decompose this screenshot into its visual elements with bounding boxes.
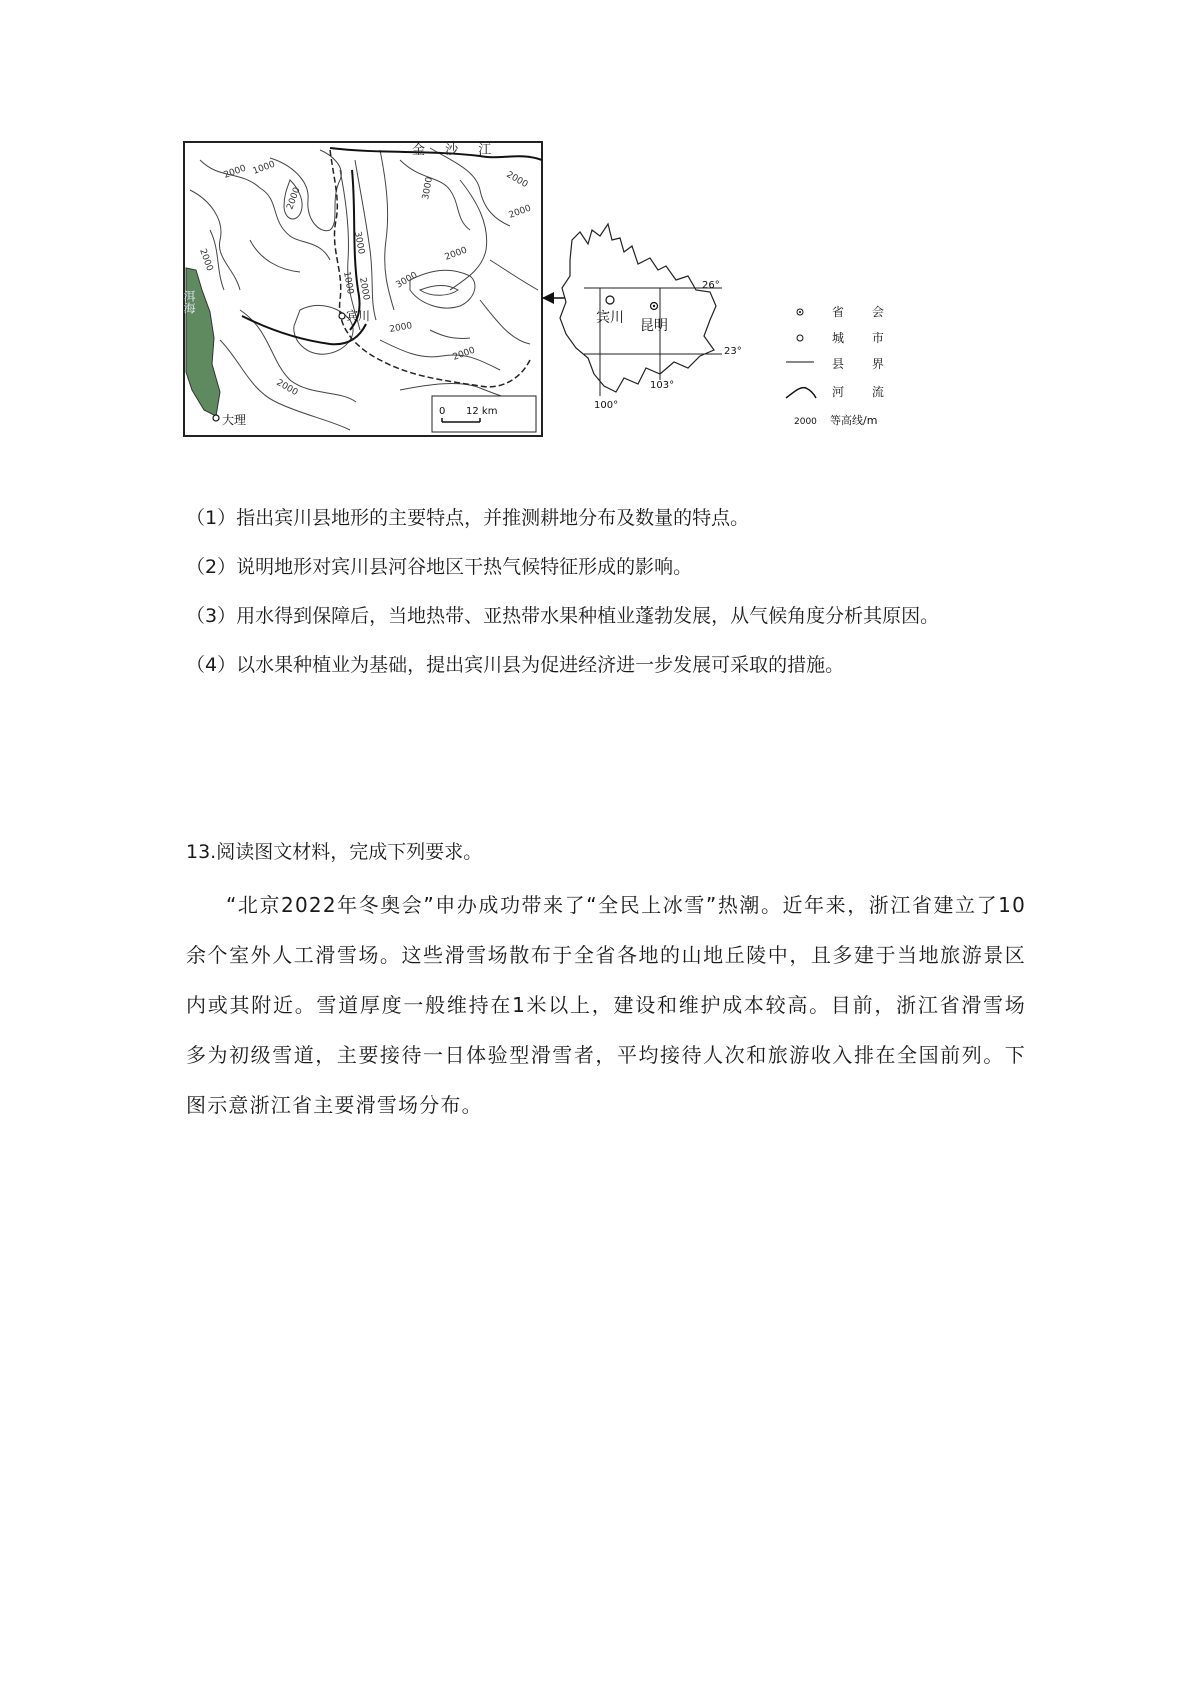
contour-label: 2000 [357, 276, 371, 302]
legend-capital: 省 会 [832, 305, 896, 319]
legend-contour: 等高线/m [830, 414, 878, 427]
contour-label: 3000 [421, 176, 435, 201]
contour-label: 1000 [341, 270, 355, 296]
main-map [182, 142, 542, 436]
contour-label: 2000 [285, 186, 303, 212]
lat-23-label: 23° [724, 346, 742, 357]
dali-label: 大理 [222, 413, 247, 427]
map-legend [786, 304, 896, 427]
legend-river: 河 流 [832, 385, 896, 399]
question-13-heading: 13.阅读图文材料，完成下列要求。 [186, 841, 483, 863]
contour-label: 2000 [222, 163, 248, 181]
lake-label: 洱海 [182, 290, 196, 314]
contour-label: 1000 [251, 159, 277, 177]
question-13-passage: “北京2022年冬奥会”申办成功带来了“全民上冰雪”热潮。近年来，浙江省建立了10余个室外人工滑雪场。这些滑雪场散布于全省各地的山地丘陵中，且多建于当地旅游景区内或其附近。雪道厚度一般维持在1米以上，建设和维护成本较高。目前，浙江省滑雪场多为初级雪道，主要接待一日体验型滑雪者，平均接待人次和旅游收入排在全国前列。下图示意浙江省主要滑雪场分布。 [186, 893, 1026, 1117]
contour-label: 2000 [274, 377, 300, 399]
inset-kunming-label: 昆明 [640, 318, 668, 334]
river-symbol [786, 388, 816, 398]
lat-26-label: 26° [702, 280, 720, 291]
contour-label: 3000 [352, 230, 366, 256]
contour-label: 2000 [443, 245, 469, 263]
scale-bar [432, 396, 536, 432]
legend-county-border: 县 界 [832, 357, 896, 371]
lon-100-label: 100° [594, 400, 619, 411]
question-3: （3）用水得到保障后，当地热带、亚热带水果种植业蓬勃发展，从气候角度分析其原因。 [186, 605, 940, 627]
contour-label: 3000 [394, 270, 420, 291]
inset-binchuan-label: 宾川 [596, 310, 624, 326]
scale-km: 12 km [466, 406, 498, 417]
inset-binchuan-marker [606, 296, 614, 304]
contour-label: 2000 [388, 321, 414, 335]
question-4: （4）以水果种植业为基础，提出宾川县为促进经济进一步发展可采取的措施。 [186, 654, 845, 676]
binchuan-city-marker [339, 313, 345, 319]
contour-label: 2000 [451, 345, 477, 363]
question-2: （2）说明地形对宾川县河谷地区干热气候特征形成的影响。 [186, 556, 693, 578]
legend-city: 城 市 [832, 331, 896, 345]
dali-city-marker [213, 415, 219, 421]
binchuan-label: 宾川 [346, 309, 371, 323]
question-1: （1）指出宾川县地形的主要特点，并推测耕地分布及数量的特点。 [186, 507, 750, 529]
yunnan-inset-map [560, 224, 742, 411]
city-symbol [797, 335, 803, 341]
river-label: 金 沙 江 [412, 143, 500, 158]
contour-label: 2000 [504, 169, 530, 191]
legend-contour-sample: 2000 [794, 417, 817, 427]
binchuan-topographic-map-figure [180, 140, 1000, 485]
contour-label: 2000 [197, 247, 215, 273]
lon-103-label: 103° [650, 380, 675, 391]
contour-label: 2000 [507, 203, 533, 221]
yunnan-outline [560, 224, 716, 392]
scale-zero: 0 [439, 406, 446, 417]
